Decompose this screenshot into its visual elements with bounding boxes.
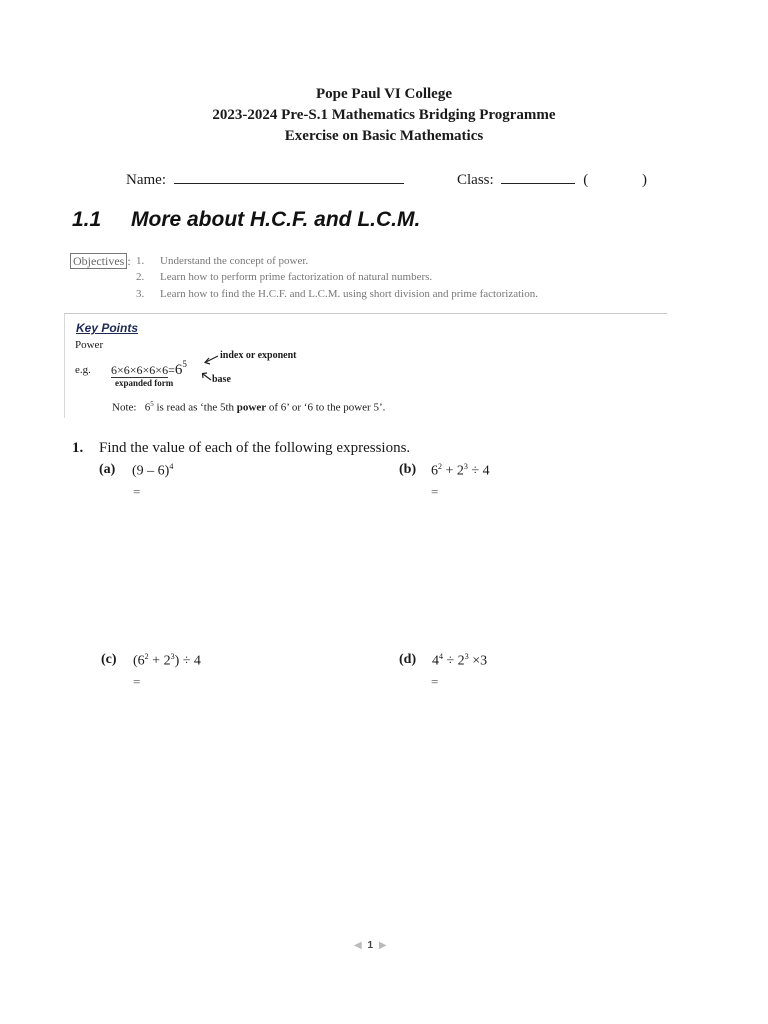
- part-a-expression: [132, 462, 173, 480]
- expr-text: ) ÷ 4: [174, 653, 201, 669]
- part-a-label: (a): [99, 462, 116, 477]
- exercise-title: Exercise on Basic Mathematics: [284, 128, 484, 144]
- expr-exponent: 3: [170, 652, 175, 661]
- part-d-label: (d): [399, 652, 417, 667]
- class-number-open-paren: (: [583, 172, 589, 188]
- part-d-expression: [432, 652, 487, 670]
- part-b-expression: [431, 462, 490, 480]
- key-points-note: [112, 400, 385, 414]
- base-label: base: [212, 374, 231, 385]
- part-c-label: (c): [101, 652, 117, 667]
- section-title: More about H.C.F. and L.C.M.: [131, 208, 421, 231]
- note-label: Note:: [112, 401, 137, 414]
- power-base: 6: [174, 362, 183, 378]
- note-power-word: power: [236, 401, 267, 414]
- objectives-label: Objectives: [70, 253, 127, 269]
- expr-exponent: 2: [438, 462, 442, 471]
- objective-item: [136, 288, 538, 300]
- expr-text: ×3: [472, 653, 488, 669]
- class-blank[interactable]: [501, 170, 575, 184]
- note-exponent: 5: [150, 400, 154, 408]
- part-a-equals: =: [133, 484, 141, 499]
- objective-number: 1.: [136, 255, 145, 267]
- key-points-title: Key Points: [76, 321, 139, 335]
- part-b-equals: =: [431, 484, 439, 499]
- part-d-equals: =: [431, 674, 439, 689]
- objective-text: Learn how to find the H.C.F. and L.C.M. using short division and prime factorization.: [160, 288, 538, 300]
- note-base: 6: [144, 401, 151, 414]
- equals-sign: =: [168, 363, 175, 377]
- objective-item: [136, 255, 308, 267]
- part-c-expression: [133, 652, 201, 670]
- name-blank[interactable]: [174, 170, 404, 184]
- class-number-close-paren: ): [641, 172, 647, 188]
- expr-text: (6: [133, 653, 145, 669]
- note-text-before: is read as ‘the 5th: [156, 401, 235, 414]
- base-arrow-icon: [203, 374, 211, 380]
- power-example: [111, 361, 187, 379]
- expr-exponent: 4: [439, 652, 443, 661]
- expr-text: ÷ 4: [471, 463, 490, 479]
- index-label: index or exponent: [220, 350, 297, 361]
- expr-exponent: 4: [169, 462, 174, 471]
- expr-exponent: 3: [463, 462, 468, 471]
- objectives-label-wrap: [70, 252, 131, 270]
- expr-text: + 2: [445, 463, 464, 479]
- page-navigation: [354, 940, 387, 951]
- expanded-expression: 6×6×6×6×6: [111, 363, 169, 377]
- expr-text: ÷ 2: [446, 653, 465, 669]
- class-label: Class:: [457, 172, 494, 188]
- class-row: [457, 170, 647, 189]
- expr-exponent: 2: [144, 652, 149, 661]
- objective-text: Understand the concept of power.: [160, 255, 309, 267]
- expr-text: (9 – 6): [132, 463, 170, 479]
- objective-number: 3.: [136, 288, 145, 300]
- expr-exponent: 3: [464, 652, 469, 661]
- key-points-subtitle: Power: [75, 339, 104, 351]
- objective-number: 2.: [136, 271, 145, 283]
- objectives-colon: :: [127, 254, 131, 268]
- prev-page-icon[interactable]: ◀: [354, 940, 362, 951]
- part-c-equals: =: [133, 674, 141, 689]
- name-label: Name:: [126, 172, 166, 188]
- expr-text: 4: [432, 653, 439, 669]
- page-number: 1: [367, 940, 374, 951]
- note-text-after: of 6’ or ‘6 to the power 5’.: [268, 401, 386, 414]
- expr-text: 6: [431, 463, 438, 479]
- question-text: Find the value of each of the following expressions.: [99, 440, 411, 456]
- section-number: 1.1: [72, 208, 102, 231]
- question-number: 1.: [72, 440, 84, 456]
- school-name: Pope Paul VI College: [316, 86, 452, 102]
- part-b-label: (b): [399, 462, 417, 477]
- name-row: [126, 170, 404, 189]
- power-exponent: 5: [182, 359, 187, 369]
- objective-item: [136, 271, 432, 283]
- objective-text: Learn how to perform prime factorization of natural numbers.: [160, 271, 433, 283]
- example-label: e.g.: [75, 364, 91, 376]
- programme-title: 2023-2024 Pre-S.1 Mathematics Bridging Programme: [212, 107, 556, 123]
- next-page-icon[interactable]: ▶: [378, 940, 387, 951]
- expanded-form-label: expanded form: [115, 378, 174, 388]
- expr-text: + 2: [152, 653, 171, 669]
